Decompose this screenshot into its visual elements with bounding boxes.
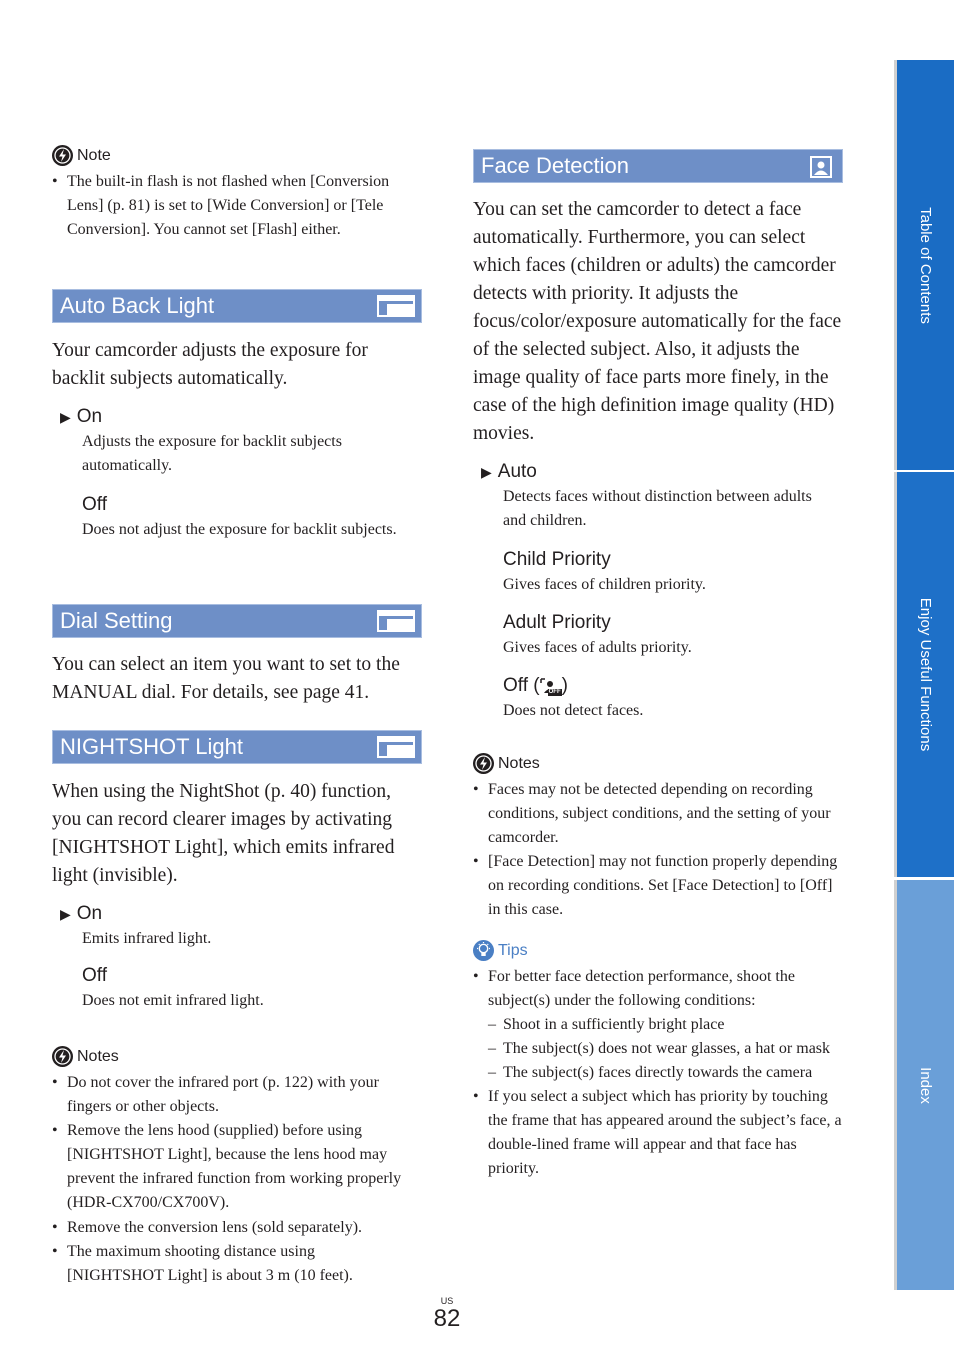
page-number-block: [432, 1296, 462, 1332]
list-item: • [Face Detection] may not function properly depending on recording conditions. Set [Face Detection] to [Off] in this case.: [473, 850, 845, 922]
option-off: Off ( OFF ): [503, 675, 568, 696]
tips-list: [473, 965, 845, 1182]
option-desc: Does not adjust the exposure for backlit subjects.: [82, 521, 397, 538]
option-desc: Emits infrared light.: [82, 930, 212, 947]
lightbulb-icon: [473, 940, 494, 961]
notes-block: [52, 1046, 412, 1288]
side-tab-table-of-contents[interactable]: [894, 60, 954, 470]
option-auto: ▶ Auto: [481, 461, 537, 482]
notes-heading: Notes: [52, 1046, 412, 1067]
nightshot-options: [60, 902, 420, 1013]
notes-list: [52, 1071, 412, 1288]
page-number: 82: [433, 1305, 461, 1332]
option-off: Off: [82, 965, 107, 986]
list-item: • Remove the lens hood (supplied) before using [NIGHTSHOT Light], because the lens hood may prevent the infrared function from working properly (HDR-CX700/CX700V).: [52, 1119, 412, 1215]
list-item: • Faces may not be detected depending on recording conditions, subject conditions, and the setting of your camcorder.: [473, 778, 845, 850]
side-tab-label: Table of Contents: [917, 206, 934, 324]
section-header-auto-back-light: Auto Back Light: [52, 289, 422, 323]
tips-block: [473, 940, 845, 1182]
default-arrow-icon: ▶: [60, 906, 71, 922]
section-header-dial-setting: Dial Setting: [52, 604, 422, 638]
notes-block-right: [473, 753, 845, 923]
option-desc: Detects faces without distinction between adults and children.: [503, 488, 812, 529]
option-desc: Adjusts the exposure for backlit subjects automatically.: [82, 433, 342, 474]
notes-list: [473, 778, 845, 923]
list-item: • For better face detection performance, shoot the subject(s) under the following conditions: – Shoot in a sufficiently bright place – The subject(s) does not wear glasses, a hat or mask – The subject(s) faces directly towards the camera: [473, 965, 845, 1085]
tips-sub-list: [488, 1013, 845, 1085]
dial-setting-body: You can select an item you want to set to the MANUAL dial. For details, see page 41.: [52, 654, 400, 703]
face-detection-options: [481, 460, 841, 723]
section-header-face-detection: Face Detection: [473, 149, 843, 183]
option-desc: Does not emit infrared light.: [82, 992, 264, 1009]
list-item: – The subject(s) does not wear glasses, a hat or mask: [488, 1037, 845, 1061]
menu-tab-icon: [377, 295, 415, 317]
nightshot-body: When using the NightShot (p. 40) function, you can record clearer images by activating [NIGHTSHOT Light], which emits infrared light (invisible).: [52, 781, 395, 886]
option-on: ▶ On: [60, 903, 103, 924]
notes-heading: Notes: [473, 753, 845, 774]
section-header-nightshot-light: NIGHTSHOT Light: [52, 730, 422, 764]
note-icon: [473, 753, 494, 774]
list-item: • The maximum shooting distance using [NIGHTSHOT Light] is about 3 m (10 feet).: [52, 1240, 412, 1288]
list-item: – The subject(s) faces directly towards the camera: [488, 1061, 845, 1085]
menu-tab-icon: [377, 736, 415, 758]
list-item: – Shoot in a sufficiently bright place: [488, 1013, 845, 1037]
list-item: • If you select a subject which has priority by touching the frame that has appeared around the subject’s face, a double-lined frame will appear and that face has priority.: [473, 1085, 845, 1181]
face-frame-icon: [810, 156, 832, 178]
list-item: • Do not cover the infrared port (p. 122) with your fingers or other objects.: [52, 1071, 412, 1119]
side-tab-label: Enjoy Useful Functions: [917, 597, 934, 752]
option-desc: Does not detect faces.: [503, 702, 644, 719]
side-tab-label: Index: [916, 1066, 934, 1104]
option-desc: Gives faces of adults priority.: [503, 639, 692, 656]
note-heading: Note: [52, 145, 422, 166]
auto-back-light-options: [60, 405, 420, 542]
auto-back-light-body: Your camcorder adjusts the exposure for backlit subjects automatically.: [52, 340, 368, 389]
list-item: • Remove the conversion lens (sold separately).: [52, 1216, 412, 1240]
note-block: [52, 145, 422, 242]
default-arrow-icon: ▶: [60, 409, 71, 425]
note-icon: [52, 1046, 73, 1067]
option-desc: Gives faces of children priority.: [503, 576, 706, 593]
default-arrow-icon: ▶: [481, 464, 492, 480]
menu-tab-icon: [377, 610, 415, 632]
face-detection-body: You can set the camcorder to detect a face automatically. Furthermore, you can select which faces (children or adults) the camcorder detects with priority. It adjusts the focus/color/exposure automatically for the face of the selected subject. Also, it adjusts the image quality of face parts more finely, in the case of the high definition image quality (HD) movies.: [473, 199, 842, 444]
option-on: ▶ On: [60, 406, 103, 427]
face-off-icon: OFF: [540, 676, 562, 696]
tips-heading: Tips: [473, 940, 845, 961]
list-item: • The built-in flash is not flashed when [Conversion Lens] (p. 81) is set to [Wide Conversion] or [Tele Conversion]. You cannot set [Flash] either.: [52, 170, 422, 242]
region-code: US: [440, 1296, 454, 1306]
option-off: Off: [82, 494, 107, 515]
note-icon: [52, 145, 73, 166]
option-child-priority: Child Priority: [503, 549, 611, 570]
side-tab-enjoy-useful-functions[interactable]: [894, 472, 954, 877]
note-list: [52, 170, 422, 242]
option-adult-priority: Adult Priority: [503, 612, 611, 633]
side-tab-index[interactable]: [894, 880, 954, 1290]
